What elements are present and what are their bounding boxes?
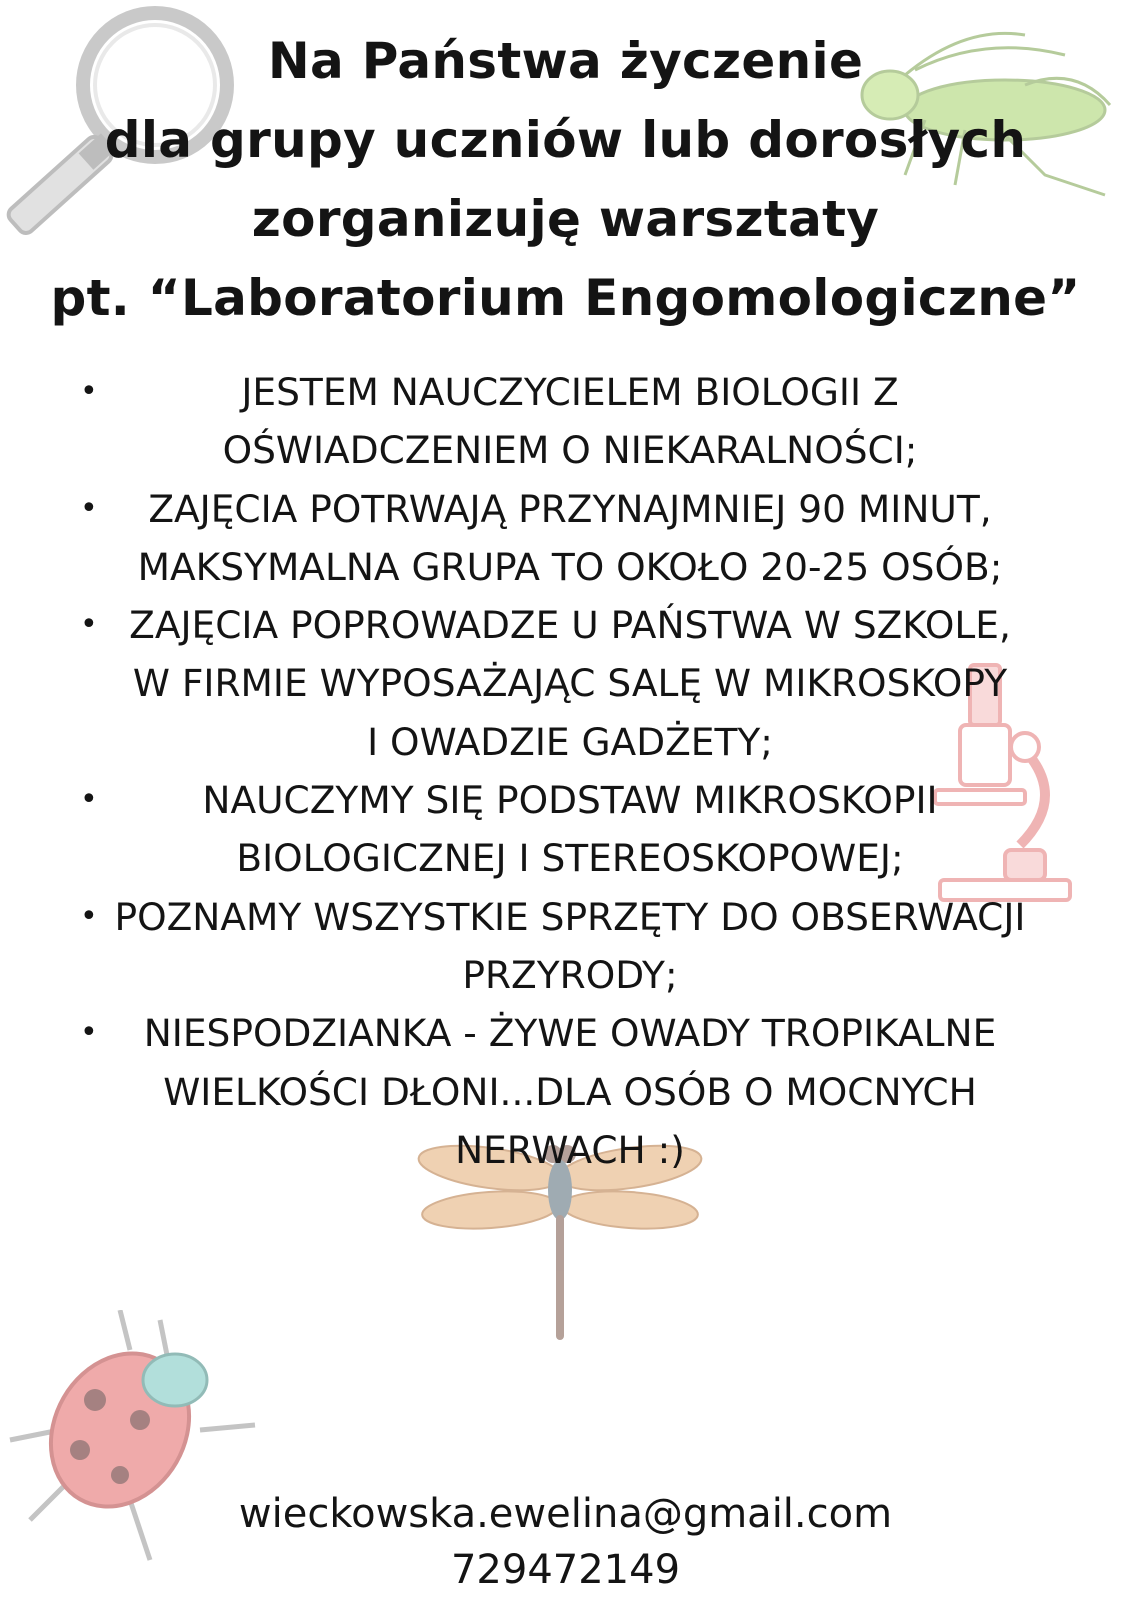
contact-block	[0, 1486, 1131, 1598]
list-item-line: BIOLOGICZNEJ I STEREOSKOPOWEJ;	[236, 836, 904, 881]
title-line: Na Państwa życzenie	[267, 32, 864, 90]
contact-phone[interactable]: 729472149	[450, 1547, 681, 1593]
list-item	[40, 1004, 1100, 1179]
list-item-line: JESTEM NAUCZYCIELEM BIOLOGII Z	[241, 370, 899, 414]
list-item-line: NERWACH :)	[455, 1127, 685, 1172]
bullet: •	[80, 898, 98, 934]
list-item-line: W FIRMIE WYPOSAŻAJĄC SALĘ W MIKROSKOPY	[132, 661, 1008, 706]
list-item-line: NAUCZYMY SIĘ PODSTAW MIKROSKOPII	[202, 778, 938, 823]
list-item-line: NIESPODZIANKA - ŻYWE OWADY TROPIKALNE	[143, 1011, 997, 1056]
title-line: zorganizuję warsztaty	[251, 190, 880, 248]
title-line: dla grupy uczniów lub dorosłych	[104, 111, 1027, 169]
title-line: pt. “Laboratorium Engomologiczne”	[50, 269, 1081, 327]
page-title	[0, 22, 1131, 338]
contact-email[interactable]: wieckowska.ewelina@gmail.com	[238, 1491, 893, 1537]
info-list	[40, 363, 1100, 1179]
list-item	[40, 888, 1100, 1005]
bullet: •	[80, 374, 98, 409]
list-item	[40, 480, 1100, 597]
bullet: •	[80, 782, 98, 818]
list-item	[40, 363, 1100, 480]
list-item-line: ZAJĘCIA POPROWADZE U PAŃSTWA W SZKOLE,	[129, 603, 1011, 648]
list-item-line: WIELKOŚCI DŁONI...DLA OSÓB O MOCNYCH	[163, 1069, 977, 1114]
bullet: •	[80, 607, 98, 643]
bullet: •	[80, 1015, 98, 1051]
list-item-line: I OWADZIE GADŻETY;	[367, 719, 773, 764]
bullet: •	[80, 490, 98, 526]
list-item-line: OŚWIADCZENIEM O NIEKARALNOŚCI;	[222, 428, 918, 473]
list-item-line: ZAJĘCIA POTRWAJĄ PRZYNAJMNIEJ 90 MINUT,	[148, 486, 992, 531]
list-item	[40, 596, 1100, 771]
list-item-line: MAKSYMALNA GRUPA TO OKOŁO 20-25 OSÓB;	[137, 544, 1003, 589]
list-item-line: PRZYRODY;	[462, 952, 678, 997]
list-item	[40, 771, 1100, 888]
list-item-line: POZNAMY WSZYSTKIE SPRZĘTY DO OBSERWACJI	[114, 894, 1026, 939]
